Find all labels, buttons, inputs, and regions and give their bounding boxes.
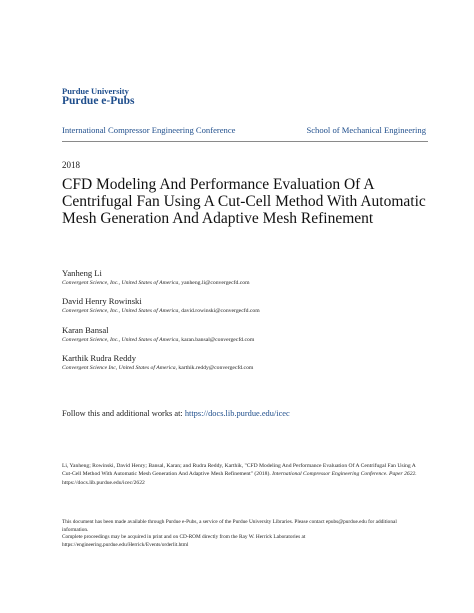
epubs-home-link[interactable]: Purdue e-Pubs (62, 95, 135, 107)
author-affiliation: Convergent Science, Inc., United States of America, karan.bansal@convergecfd.com (62, 337, 255, 343)
conference-link[interactable]: International Compressor Engineering Conference (62, 125, 236, 135)
header-divider (62, 141, 428, 142)
author-org: Convergent Science, Inc., United States of America (62, 337, 179, 343)
proceedings-link[interactable]: https://engineering.purdue.edu/Herrick/Events/orderlit.html (62, 541, 189, 548)
paper-title: CFD Modeling And Performance Evaluation Of A Centrifugal Fan Using A Cut-Cell Method With Automatic Mesh Generation And Adaptive Mesh Refinement (62, 176, 426, 228)
availability-notice (62, 519, 422, 549)
follow-label: Follow this and additional works at: (62, 409, 185, 418)
author-affiliation: Convergent Science, Inc., United States of America, david.rowinski@convergecfd.com (62, 308, 260, 314)
author-affiliation: Convergent Science Inc, United States of America, karthik.reddy@convergecfd.com (62, 365, 254, 371)
author-name: Karthik Rudra Reddy (62, 353, 136, 363)
author-email: karthik.reddy@convergecfd.com (178, 365, 254, 371)
collection-link[interactable]: https://docs.lib.purdue.edu/icec (184, 409, 290, 418)
author-email: yanheng.li@convergecfd.com (181, 280, 250, 286)
author-email: david.rowinski@convergecfd.com (181, 308, 260, 314)
citation-venue: International Compressor Engineering Conference (272, 471, 387, 478)
notice-proceedings: Complete proceedings may be acquired in print and on CD-ROM directly from the Ray W. Herrick Laboratories at (62, 534, 306, 541)
citation-url[interactable]: https://docs.lib.purdue.edu/icec/2622 (62, 479, 145, 486)
citation-text: Li, Yanheng; Rowinski, David Henry; Bansal, Karan; and Rudra Reddy, Karthik, "CFD Modeling And Performance Evaluation Of A Centrifugal Fan Using A Cut-Cell Method With Automatic Mesh Generation And Adaptive Mesh Refinement" (2018). (62, 463, 416, 478)
citation-paper: . Paper 2622. (386, 471, 417, 478)
author-org: Convergent Science, Inc., United States of America (62, 280, 179, 286)
author-name: Karan Bansal (62, 325, 109, 335)
author-org: Convergent Science, Inc., United States of America (62, 308, 179, 314)
paper-year: 2018 (62, 160, 80, 170)
follow-line (62, 409, 290, 418)
school-link[interactable]: School of Mechanical Engineering (306, 125, 426, 135)
author-name: Yanheng Li (62, 268, 102, 278)
author-org: Convergent Science Inc, United States of America (62, 365, 176, 371)
author-email: karan.bansal@convergecfd.com (181, 337, 255, 343)
notice-availability: This document has been made available through Purdue e-Pubs, a service of the Purdue University Libraries. Please contact epubs@purdue.edu for additional information. (62, 519, 397, 533)
university-name: Purdue University (62, 86, 129, 96)
recommended-citation (62, 462, 422, 487)
author-name: David Henry Rowinski (62, 296, 142, 306)
author-affiliation: Convergent Science, Inc., United States of America, yanheng.li@convergecfd.com (62, 280, 250, 286)
